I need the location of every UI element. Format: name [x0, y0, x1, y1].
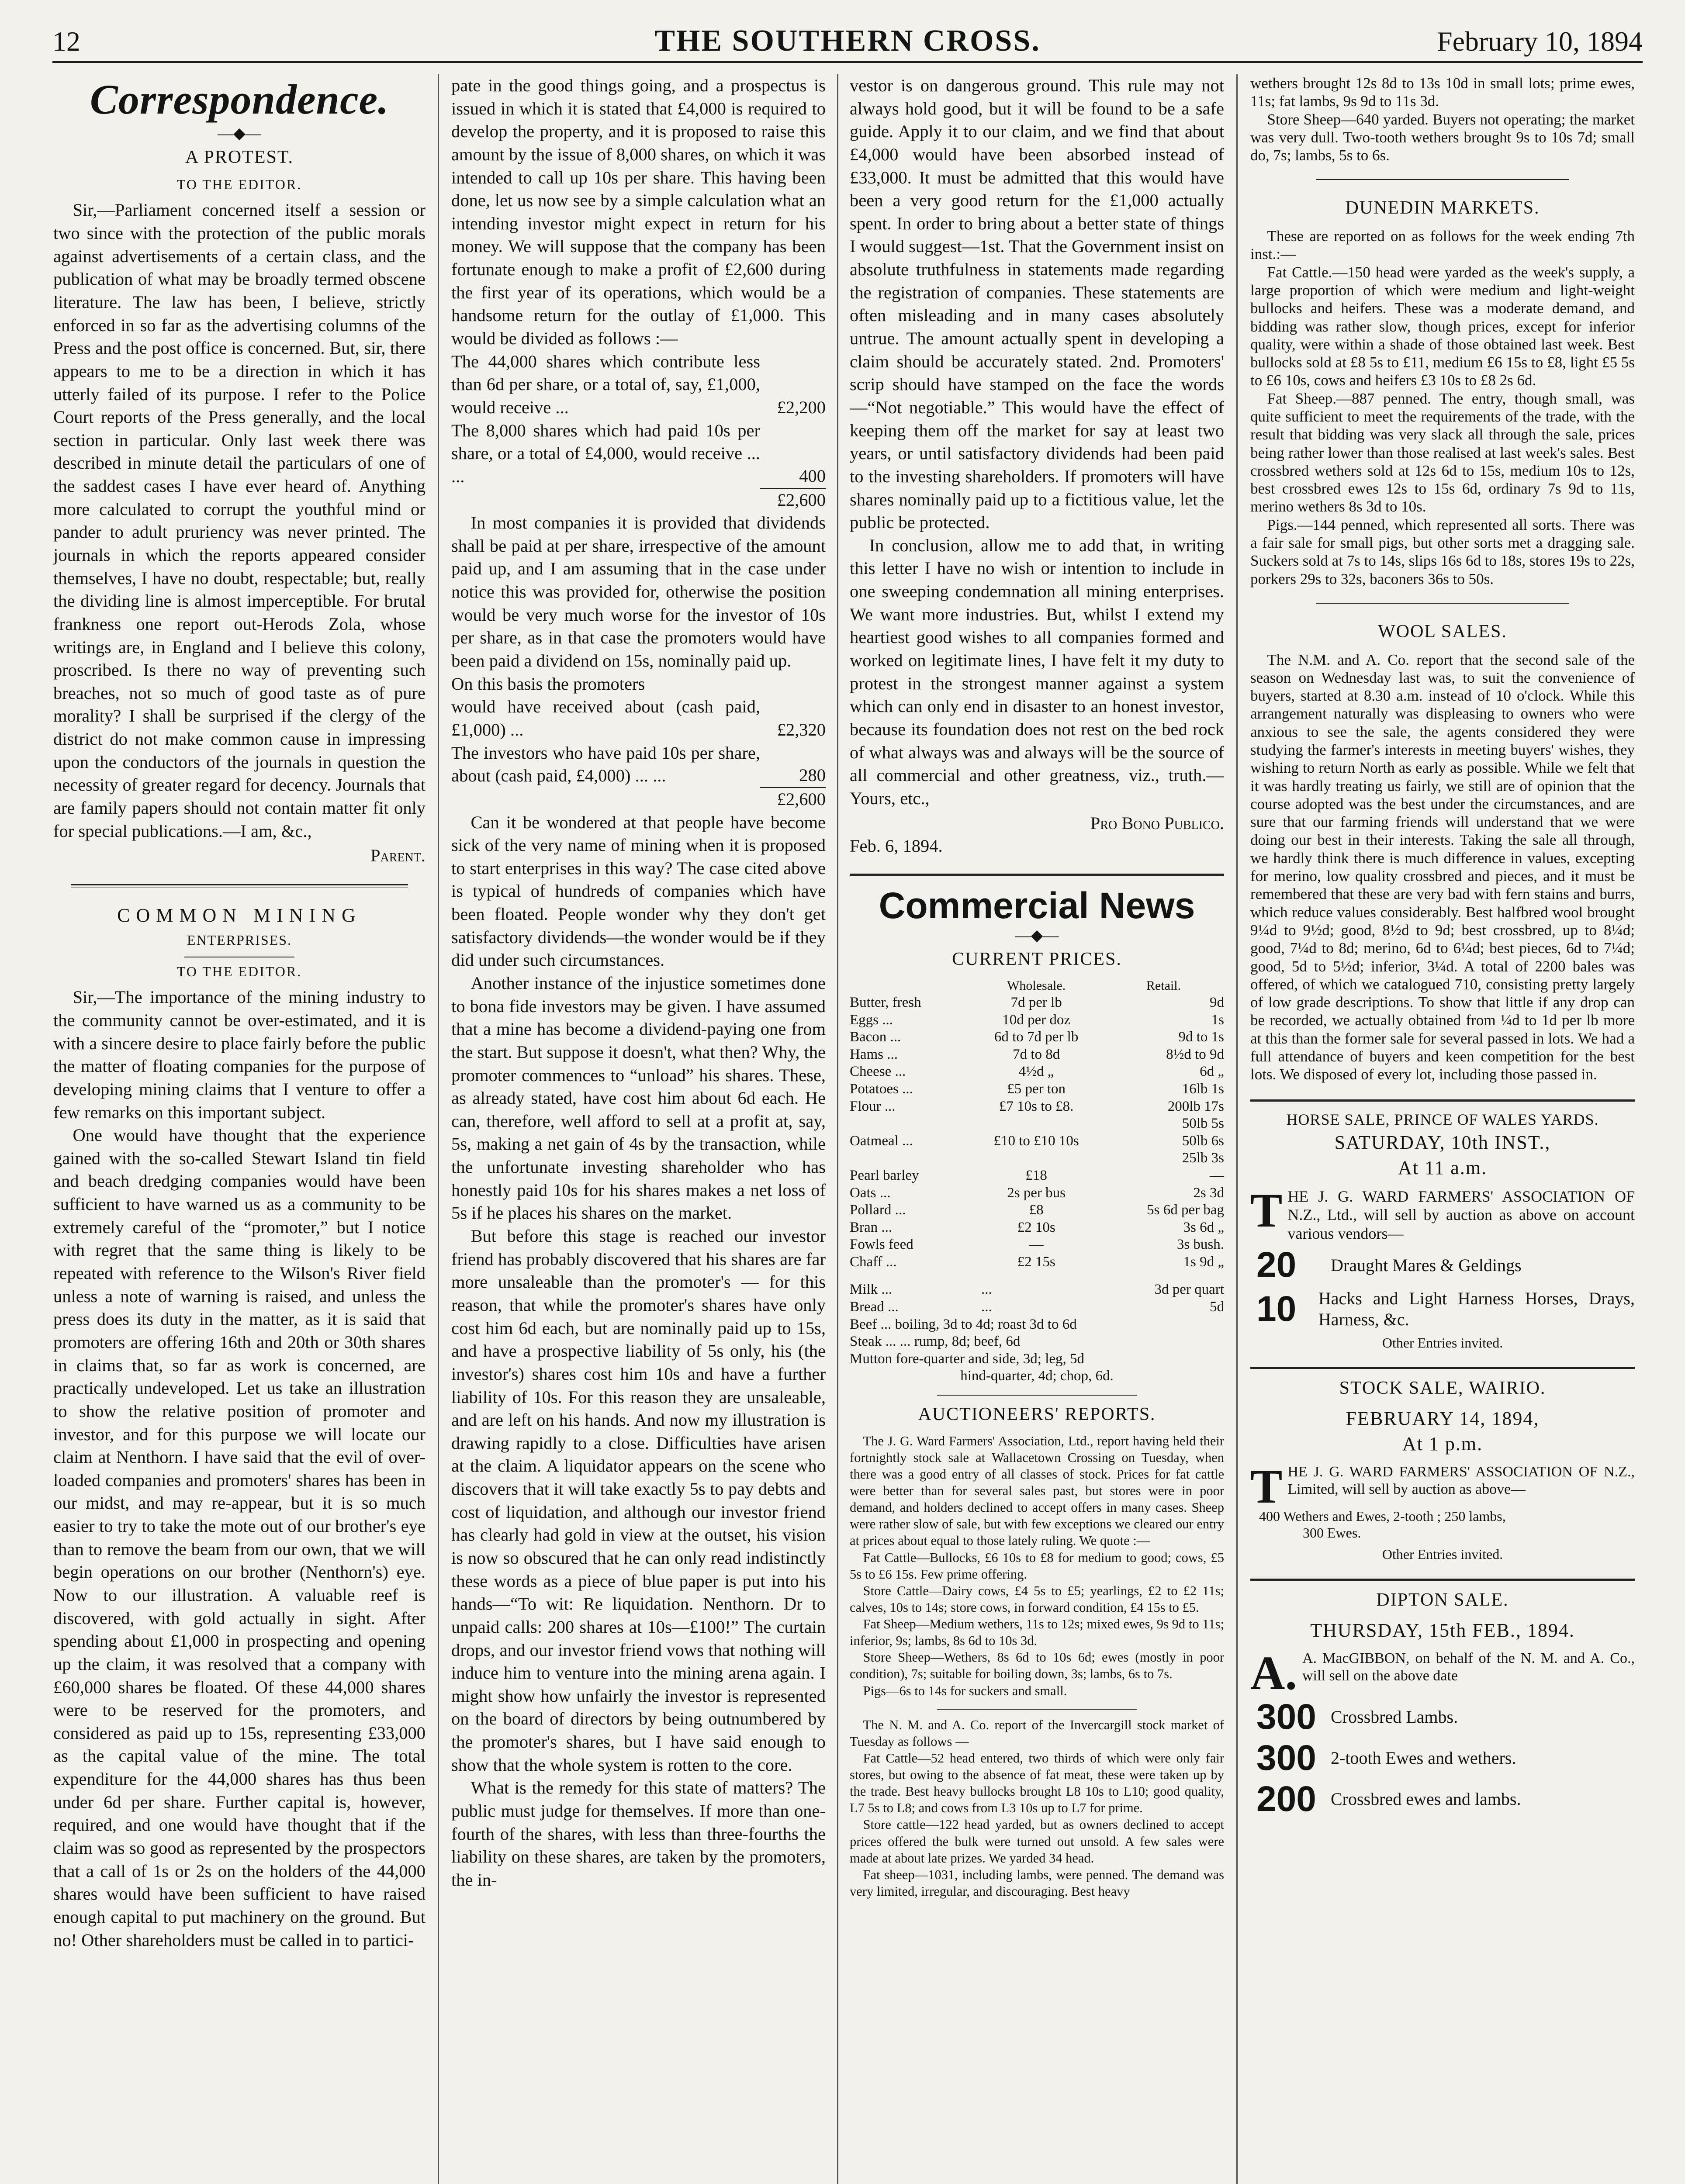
divider — [1250, 1367, 1635, 1369]
letter-date: Feb. 6, 1894. — [850, 836, 943, 856]
letter-signature: Pro Bono Publico. — [1090, 813, 1224, 833]
column-1 — [53, 74, 426, 2184]
table-row: Bread ... ... 5d — [850, 1299, 1224, 1315]
market-paragraph: These are reported on as follows for the week ending 7th inst.:— — [1250, 228, 1635, 263]
divider — [937, 1709, 1137, 1710]
ornament: —◆— — [218, 124, 261, 142]
column-3 — [850, 74, 1224, 2184]
letter-paragraph: In conclusion, allow me to add that, in writing this letter I have no wish or intention to include in one sweeping condemnation all mining enterprises. We want more industries. But, whilst I extend my heartiest good wishes to all companies formed and worked on legitimate lines, I have felt it my duty to protest in the strongest manner against a system which can only end in disaster to an honest investor, because its foundation does not rest on the bed rock of what always was and always will be the source of all commercial and other greatness, viz., truth.—Yours, etc., — [850, 535, 1224, 808]
commercial-heading: Commercial News — [879, 885, 1195, 926]
dipton-title: DIPTON SALE. — [1376, 1590, 1509, 1610]
dipton-date: THURSDAY, 15th FEB., 1894. — [1310, 1619, 1575, 1641]
calc-total: £2,600 — [451, 788, 826, 811]
letter-paragraph: But before this stage is reached our investor friend has probably discovered that his shares are far more unsaleable than the promoter's — for this reason, that while the promoter's shares have only cost him 6d each, but are nominally paid up to 15s, and have a prospective liability of 5s only, his (the investor's) shares cost him 10s and have a further liability of 10s. For this reason they are unsaleable, and are left on his hands. And now my illustration is drawing rapidly to a close. Difficulties have arisen at the claim. A liquidator appears on the scene who discovers that it will take exactly 5s to pay debts and cost of liquidation, and although our investor friend has clearly had gold in view at the outset, his vision is now so obscured that he can only read indistinctly these words as a piece of blue paper is put into his hands—“To wit: Re liquidation. Nenthorn. Dr to unpaid calls: 200 shares at 10s—£100!” The curtain drops, and our investor friend vows that nothing will induce him to venture into the mining arena again. I might show how unfairly the investor is represented on the board of directors by being outnumbered by the promoter's shares, but I have said enough to show that the whole system is rotten to the core. — [451, 1226, 826, 1775]
wool-title: WOOL SALES. — [1378, 621, 1507, 642]
stock-sale-notice: T HE J. G. WARD FARMERS' ASSOCIATION OF N.Z., Limited, will sell by auction as above— — [1250, 1459, 1635, 1513]
market-paragraph: Fat Cattle.—150 head were yarded as the week's supply, a large proportion of which were medium and light-weight bullocks and heifers. These was a moderate demand, and bidding was rather slow, though prices, except for inferior quality, were within a shade of those obtained last week. Best bullocks sold at £8 5s to £11, medium £6 15s to £8, light £5 5s to £6 10s, cows and heifers £3 10s to £8 2s 6d. — [1250, 263, 1635, 389]
other-entries: Other Entries invited. — [1382, 1334, 1503, 1351]
prices-title: CURRENT PRICES. — [952, 949, 1122, 970]
horse-sale-date: SATURDAY, 10th INST., — [1334, 1132, 1551, 1154]
page-number: 12 — [52, 26, 80, 57]
stock-line: 400 Wethers and Ewes, 2-tooth ; 250 lambs, — [1259, 1508, 1506, 1524]
letter-signature: Parent. — [370, 846, 426, 866]
lot-item: 20 Draught Mares & Geldings — [1256, 1245, 1522, 1285]
divider — [850, 874, 1224, 876]
horse-sale-notice: T HE J. G. WARD FARMERS' ASSOCIATION OF N.Z., Ltd., will sell by auction as above on account various vendors— — [1250, 1183, 1635, 1242]
table-row: Oats ... 2s per bus 2s 3d — [850, 1185, 1224, 1201]
meat-line: Steak ... ... rump, 8d; beef, 6d — [850, 1334, 1021, 1350]
meat-line: Beef ... boiling, 3d to 4d; roast 3d to 6d — [850, 1316, 1077, 1332]
prices-table — [850, 978, 1224, 1271]
letter-paragraph: vestor is on dangerous ground. This rule may not always hold good, but it will be found to be a safe guide. Apply it to our claim, and we find that about £4,000 would have been absorbed instead of £33,000. It must be admitted that this would have been a very good return for the £1,000 actually spent. In order to bring about a better state of things I would suggest—1st. That the Government insist on absolute truthfulness in statements made regarding the registration of companies. These statements are often misleading and in many cases absolutely untrue. The amount actually spent in developing a claim should be accurately stated. 2nd. Promoters' scrip should have stamped on the face the words—“Not negotiable.” This would have the effect of keeping them off the market for say at least two years, or until satisfactory dividends had been paid to the investing shareholders. If promoters will have shares nominally paid up to a fictitious value, let the public be protected. — [850, 76, 1224, 532]
calc-row: The investors who have paid 10s per share, about (cash paid, £4,000) ... ... 280 — [451, 743, 826, 786]
calc-row: would have received about (cash paid, £1,000) ... £2,320 — [451, 697, 826, 740]
horse-sale-title: HORSE SALE, PRINCE OF WALES YARDS. — [1286, 1110, 1599, 1128]
lot-item: 200 Crossbred ewes and lambs. — [1256, 1779, 1521, 1819]
table-row: Pearl barley £18 — — [850, 1167, 1224, 1183]
table-row: Pollard ... £8 5s 6d per bag — [850, 1202, 1224, 1218]
drop-cap: T — [1250, 1459, 1283, 1513]
table-row: Milk ... ... 3d per quart — [850, 1282, 1224, 1298]
dipton-notice: A. A. MacGIBBON, on behalf of the N. M. and A. Co., will sell on the above date — [1250, 1646, 1635, 1700]
masthead — [52, 17, 1643, 63]
divider — [1250, 1579, 1635, 1581]
calc-intro: On this basis the promoters — [451, 674, 645, 694]
divider — [937, 1395, 1137, 1396]
drop-cap: A. — [1250, 1646, 1297, 1700]
calc-row: The 44,000 shares which contribute less than 6d per share, or a total of, say, £1,000, would receive ... £2,200 — [451, 351, 826, 417]
ward-report: The J. G. Ward Farmers' Association, Ltd., report having held their fortnightly stock sale at Wallacetown Crossing on Tuesday, when there was a good entry of all classes of stock. Prices for fat cattle were better than for several sales past, but stores were in poor demand, and holders declined to accept offers in many cases. Sheep were rather slow of sale, but with few exceptions we cleared our entry at prices about equal to those lately ruling. We quote :— Fat Cattle—Bullocks, £6 10s to £8 for medium to good; cows, £5 5s to £6 15s. Few prime offering. Store Cattle—Dairy cows, £4 5s to £5; yearlings, £2 to £2 11s; calves, 10s to 14s; store cows, in forward condition, £4 15s to £5. Fat Sheep—Medium wethers, 11s to 12s; mixed ewes, 9s 9d to 11s; inferior, 9s; lambs, 8s 6d to 10s 3d. Store Sheep—Wethers, 8s 6d to 10s 6d; ewes (mostly in poor condition), 7s; suitable for boiling down, 3s; lambs, 6s to 7s. Pigs—6s to 14s for suckers and small. — [850, 1433, 1224, 1698]
letter-paragraph: Another instance of the injustice sometimes done to bona fide investors may be given. I have assumed that a mine has become a dividend-paying one from the start. But suppose it doesn't, what then? Why, the promoter commences to “unload” his shares. These, as already stated, have cost him about 6d each. He can, therefore, well afford to sell at a profit at, say, 5s, making a net gain of 4s by the transaction, while the unfortunate investing shareholder who has honestly paid 10s for his shares makes a net loss of 5s if he places his shares on the market. — [451, 973, 826, 1223]
col-header: Wholesale. — [1007, 978, 1066, 993]
table-row: Oatmeal ... £10 to £10 10s 50lb 6s — [850, 1133, 1224, 1149]
other-entries: Other Entries invited. — [1382, 1546, 1503, 1562]
dunedin-title: DUNEDIN MARKETS. — [1345, 198, 1540, 218]
divider — [1316, 179, 1569, 180]
column-rule — [837, 74, 838, 2184]
calculation-table — [451, 350, 826, 511]
to-editor: TO THE EDITOR. — [176, 176, 302, 192]
drop-cap: T — [1250, 1183, 1283, 1237]
letter-paragraph: In most companies it is provided that dividends shall be paid at per share, irrespective of the amount paid up, and I am assuming that in the case under notice this was provided for, otherwise the position would be very much worse for the investor of 10s per share, as in that case the promoters would have been paid a dividend on 15s, nominally paid up. — [451, 513, 826, 671]
table-row: Hams ... 7d to 8d 8½d to 9d — [850, 1046, 1224, 1062]
letter-paragraph: One would have thought that the experience gained with the so-called Stewart Island tin field and beach dredging companies would have been sufficient to have warned us as a community to be extremely careful of the “promoter,” but I notice with regret that the same thing is likely to be repeated with reference to the Wilson's River field unless a note of warning is raised, and unless the press does its duty in the matter, as it is said that promoters are offering 16th and 20th or 30th shares in claims that, so far as work is concerned, are practically undeveloped. Let us take an illustration to show the relative position of promoter and investor, and for this purpose we will locate our claim at Nenthorn. I have said that the evil of over-loaded companies and promoters' shares has been in our midst, and may re-appear, but it is so much easier to try to take the mote out of our brother's eye than to remove the beam from our own, that we will begin operations on our brother (Nenthorn's) eye. Now to our illustration. A valuable reef is discovered, with gold actually in sight. After spending about £1,000 in prospecting and opening up the claim, it was resolved that a company with £60,000 shares be floated. Of these 44,000 shares were to be reserved for the promoters, and considered as paid up to 15s, representing £33,000 as the capital value of the mine. The total expenditure for the 44,000 shares has thus been under 6d per share. Further capital is, however, required, and one would have thought that if the claim was so good as represented by the prospectors that a call of 1s or 2s on the holders of the 44,000 shares would have been sufficient to have raised enough capital to put machinery on the ground. But no! Other shareholders must be called in to partici- — [53, 1125, 426, 1950]
calc-row: The 8,000 shares which had paid 10s per share, or a total of £4,000, would receive ... ... 400 — [451, 420, 826, 486]
meat-line: Mutton fore-quarter and side, 3d; leg, 5d — [850, 1351, 1085, 1367]
newspaper-title: THE SOUTHERN CROSS. — [654, 24, 1041, 58]
to-editor: TO THE EDITOR. — [176, 963, 302, 979]
column-4 — [1250, 74, 1635, 2184]
mining-subtitle: ENTERPRISES. — [187, 932, 292, 948]
lot-item: 300 2-tooth Ewes and wethers. — [1256, 1738, 1516, 1778]
market-paragraph: wethers brought 12s 8d to 13s 10d in small lots; prime ewes, 11s; fat lambs, 9s 9d to 11s 3d. — [1250, 75, 1635, 110]
nma-report: The N. M. and A. Co. report of the Invercargill stock market of Tuesday as follows — Fat Cattle—52 head entered, two thirds of which were only fair stores, but owing to the absence of fat meat, these were taken up by the trade. Best heavy bullocks brought L8 10s to L10; good quality, L7 5s to L8; and cows from L3 10s up to L7 for prime. Store cattle—122 head yarded, but as owners declined to accept prices offered the bulk were turned out unsold. A few sales were made at about late prizes. We yarded 34 head. Fat sheep—1031, including lambs, were penned. The demand was very limited, irregular, and discouraging. Best heavy — [850, 1717, 1224, 1899]
protest-title: A PROTEST. — [185, 147, 294, 168]
stock-sale-date: FEBRUARY 14, 1894, — [1346, 1408, 1540, 1429]
stock-sale-title: STOCK SALE, WAIRIO. — [1339, 1378, 1546, 1399]
table-row: Potatoes ... £5 per ton 16lb 1s — [850, 1081, 1224, 1097]
table-row: Bacon ... 6d to 7d per lb 9d to 1s — [850, 1029, 1224, 1045]
table-row: Eggs ... 10d per doz 1s — [850, 1012, 1224, 1028]
letter-paragraph: Can it be wondered at that people have become sick of the very name of mining when it is proposed to start enterprises in this way? The case cited above is typical of hundreds of companies which have been floated. People wonder why they don't get satisfactory dividends—the wonder would be if they did under such circumstances. — [451, 812, 826, 970]
lot-item: 10 Hacks and Light Harness Horses, Drays, Harness, &c. — [1256, 1289, 1635, 1329]
auctioneers-title: AUCTIONEERS' REPORTS. — [918, 1404, 1156, 1425]
column-2 — [451, 74, 826, 2184]
col-header: Retail. — [1146, 978, 1181, 993]
table-row: Cheese ... 4½d „ 6d „ — [850, 1064, 1224, 1080]
horse-sale-time: At 11 a.m. — [1398, 1157, 1488, 1179]
mining-title: COMMON MINING — [117, 904, 362, 926]
calculation-table — [451, 695, 826, 811]
calc-total: £2,600 — [451, 488, 826, 512]
letter-paragraph: Sir,—Parliament concerned itself a session or two since with the protection of the public morals against advertisements of a certain class, and the publication of what may be broadly termed obscene literature. The law has been, I believe, strictly enforced in so far as the advertising columns of the Press and the post office is concerned. But, sir, there appears to me to be a direction in which it has utterly failed of its purpose. I refer to the Police Court reports of the Press generally, and the local section in particular. Only last week there was described in minute detail the particulars of one of the saddest cases I have ever heard of. Anything more calculated to corrupt the youthful mind or pander to adult pruriency was never printed. The journals in which the reports appeared consider themselves, I have no doubt, respectable; but, really the dividing line is almost imperceptible. For brutal frankness one report out-Herods Zola, whose writings are, in England and I believe this colony, proscribed. Is there no way of preventing such breaches, not so much of good taste as of pure morality? I shall be surprised if the clergy of the district do not make common cause in impressing upon the conductors of the journals in question the necessity of greater regard for decency. Journals that are family papers should not contain matter fit only for special publications.—I am, &c., — [53, 200, 426, 841]
table-row: Chaff ... £2 15s 1s 9d „ — [850, 1254, 1224, 1270]
letter-paragraph: Sir,—The importance of the mining industry to the community cannot be over-estimated, and it is with a sincere desire to place fairly before the public the matter of floating companies for the purpose of developing mining claims that I venture to offer a few remarks on this important subject. — [53, 987, 426, 1122]
retail-table — [850, 1281, 1224, 1316]
meat-prices — [850, 1316, 1224, 1385]
correspondence-heading: Correspondence. — [90, 76, 389, 123]
column-rule — [438, 74, 439, 2184]
stock-sale-time: At 1 p.m. — [1402, 1433, 1483, 1455]
table-row: Fowls feed — 3s bush. — [850, 1237, 1224, 1253]
column-rule — [1236, 74, 1238, 2184]
market-paragraph: Pigs.—144 penned, which represented all sorts. There was a fair sale for small pigs, but other sorts met a dragging sale. Suckers sold at 7s to 14s, slips 16s 6d to 18s, stores 19s to 22s, porkers 29s to 32s, baconers 36s to 50s. — [1250, 516, 1635, 587]
ornament: —◆— — [1015, 926, 1059, 944]
market-paragraph: Store Sheep—640 yarded. Buyers not operating; the market was very dull. Two-tooth wethers brought 9s to 10s 7d; small do, 7s; lambs, 5s to 6s. — [1250, 111, 1635, 164]
letter-paragraph: What is the remedy for this state of matters? The public must judge for themselves. If more than one-fourth of the shares, with less than three-fourths the liability on these shares, are taken by the promoters, the in- — [451, 1778, 826, 1890]
table-row: Flour ... £7 10s to £8. 200lb 17s — [850, 1098, 1224, 1114]
divider — [71, 884, 408, 888]
lot-item: 300 Crossbred Lambs. — [1256, 1697, 1458, 1737]
market-paragraph: The N.M. and A. Co. report that the second sale of the season on Wednesday last was, to suit the convenience of buyers, started at 8.30 a.m. instead of 10 o'clock. While this arrangement naturally was displeasing to owners who were anxious to see the sale, the agents considered they were studying the farmer's interests in meeting buyers' wishes, they wishing to return North as early as possible. While we felt that it was hardly treating us fairly, we still are of opinion that the course adopted was the best under the circumstances, and are sure that our farming friends will understand that we were doing our best in their interests. Taking the sale all through, we hardly think there is much difference in values, excepting for merino, low quality crossbred and pieces, and it must be remembered that these are very bad with fern stains and burrs, which reduce values considerably. Best halfbred wool brought 9¼d to 9½d; good, 8½d to 9d; best crossbred, up to 8¼d; good, 7¼d to 8d; merino, 6d to 6¼d; best pieces, 6d to 7¼d; good, 5d to 5½d; inferior, 3¼d. A total of 2200 bales was offered, of which we catalogued 710, consisting pretty largely of low grade descriptions. To show that little if any drop can be recorded, we actually obtained from ¼d to 1d per lb more at this than the former sale for several passed in lots. We had a full attendance of buyers and keen competition for the best lots. We disposed of every lot, including those passed in. — [1250, 651, 1635, 1083]
meat-line: hind-quarter, 4d; chop, 6d. — [960, 1368, 1114, 1384]
table-row: Butter, fresh 7d per lb 9d — [850, 994, 1224, 1010]
issue-date: February 10, 1894 — [1436, 26, 1643, 57]
table-row: Bran ... £2 10s 3s 6d „ — [850, 1219, 1224, 1235]
table-header — [850, 978, 1224, 994]
table-row: 50lb 5s — [1182, 1116, 1224, 1132]
table-row: 25lb 3s — [1182, 1150, 1224, 1166]
letter-paragraph: pate in the good things going, and a prospectus is issued in which it is stated that £4,000 is required to develop the property, and it is proposed to raise this amount by the issue of 8,000 shares, on which it was intended to call up 10s per share. This having been done, let us now see by a simple calculation what an intending investor might expect in return for his money. We will suppose that the company has been fortunate enough to make a profit of £2,600 during the first year of its operations, which would be a handsome return for the outlay of £1,000. This would be divided as follows :— — [451, 76, 826, 349]
divider — [1250, 1099, 1635, 1102]
divider — [1316, 603, 1569, 604]
market-paragraph: Fat Sheep.—887 penned. The entry, though small, was quite sufficient to meet the requirements of the trade, with the result that bidding was very slack all through the sale, prices being rather lower than those realised at last week's sales. Best crossbred wethers sold at 12s 6d to 15s, medium 10s to 12s, best crossbred ewes 12s to 15s 6d, ordinary 7s 9d to 11s, merino wethers 8s 3d to 10s. — [1250, 390, 1635, 515]
stock-line: 300 Ewes. — [1303, 1524, 1361, 1541]
